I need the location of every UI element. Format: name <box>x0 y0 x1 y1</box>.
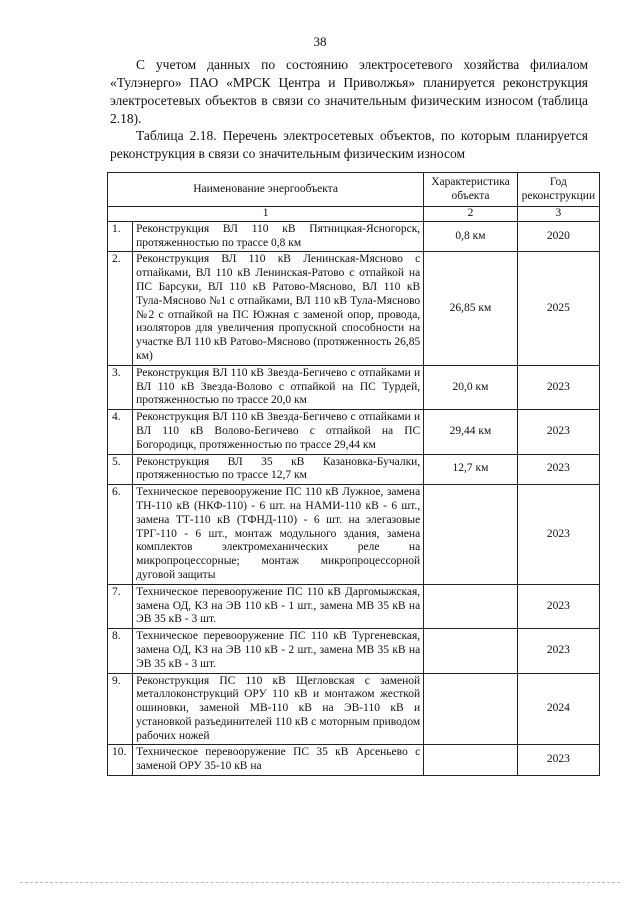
row-characteristic: 0,8 км <box>424 221 518 252</box>
row-name: Техническое перевооружение ПС 110 кВ Тургеневская, замена ОД, КЗ на ЭВ 110 кВ - 2 шт., замена МВ 35 кВ на ЭВ 35 кВ - 3 шт. <box>133 629 424 673</box>
header-name: Наименование энергообъекта <box>108 173 424 207</box>
row-name: Техническое перевооружение ПС 110 кВ Лужное, замена ТН-110 кВ (НКФ-110) - 6 шт. на НАМИ-110 кВ - 6 шт., замена ТТ-110 кВ (ТФНД-110) - 6 шт. на элегазовые ТРГ-110 - 6 шт., монтаж модульного здания, замена комплектов электромеханических реле на микропроцессорные; монтаж микропроцессорной дуговой защиты <box>133 485 424 585</box>
row-year: 2023 <box>517 485 599 585</box>
row-characteristic: 12,7 км <box>424 454 518 485</box>
table-row <box>108 252 600 365</box>
row-characteristic: 20,0 км <box>424 365 518 409</box>
row-year: 2023 <box>517 745 599 776</box>
row-characteristic <box>424 584 518 628</box>
table-row <box>108 410 600 454</box>
table-row <box>108 584 600 628</box>
table-index-row <box>108 207 600 222</box>
reconstruction-table <box>107 172 600 776</box>
row-year: 2025 <box>517 252 599 365</box>
table-header-row <box>108 173 600 207</box>
row-name: Реконструкция ВЛ 110 кВ Пятницкая-Ясногорск, протяженностью по трассе 0,8 км <box>133 221 424 252</box>
row-number: 2. <box>108 252 133 365</box>
row-number: 3. <box>108 365 133 409</box>
row-number: 1. <box>108 221 133 252</box>
footer-divider <box>20 882 620 883</box>
row-name: Техническое перевооружение ПС 110 кВ Даргомыжская, замена ОД, КЗ на ЭВ 110 кВ - 1 шт., замена МВ 35 кВ на ЭВ 35 кВ - 3 шт. <box>133 584 424 628</box>
index-cell: 2 <box>424 207 518 222</box>
table-row <box>108 745 600 776</box>
row-name: Реконструкция ПС 110 кВ Щегловская с заменой металлоконструкций ОРУ 110 кВ и монтажом жесткой ошиновки, заменой МВ-110 кВ на ЭВ-110 кВ и установкой разъединителей 110 кВ с моторным приводом рабочих ножей <box>133 673 424 745</box>
row-year: 2024 <box>517 673 599 745</box>
table-row <box>108 673 600 745</box>
row-characteristic <box>424 485 518 585</box>
row-number: 4. <box>108 410 133 454</box>
row-name: Реконструкция ВЛ 110 кВ Звезда-Бегичево с отпайками и ВЛ 110 кВ Звезда-Волово с отпайкой на ПС Турдей, протяженностью по трассе 20,0 км <box>133 365 424 409</box>
row-number: 7. <box>108 584 133 628</box>
row-year: 2023 <box>517 365 599 409</box>
row-year: 2023 <box>517 629 599 673</box>
intro-paragraph: С учетом данных по состоянию электросетевого хозяйства филиалом «Тулэнерго» ПАО «МРСК Центра и Приволжья» планируется реконструкция электросетевых объектов в связи со значительным физическим износом (таблица 2.18). <box>110 57 588 126</box>
row-characteristic <box>424 629 518 673</box>
header-characteristic: Характеристика объекта <box>424 173 518 207</box>
row-number: 5. <box>108 454 133 485</box>
row-name: Реконструкция ВЛ 110 кВ Звезда-Бегичево с отпайками и ВЛ 110 кВ Волово-Бегичево с отпайкой на ПС Богородицк, протяженностью по трассе 29,44 км <box>133 410 424 454</box>
page-number: 38 <box>313 34 327 49</box>
row-number: 9. <box>108 673 133 745</box>
index-cell: 3 <box>517 207 599 222</box>
table-row <box>108 485 600 585</box>
index-cell: 1 <box>108 207 424 222</box>
row-year: 2023 <box>517 410 599 454</box>
row-characteristic <box>424 745 518 776</box>
row-characteristic: 26,85 км <box>424 252 518 365</box>
row-number: 10. <box>108 745 133 776</box>
row-year: 2020 <box>517 221 599 252</box>
row-characteristic: 29,44 км <box>424 410 518 454</box>
row-name: Реконструкция ВЛ 110 кВ Ленинская-Мясново с отпайками, ВЛ 110 кВ Ленинская-Ратово с отпайкой на ПС Барсуки, ВЛ 110 кВ Ратово-Мясново, ВЛ 110 кВ Тула-Мясново №1 с отпайками, ВЛ 110 кВ Тула-Мясново №2 с отпайкой на ПС Южная с заменой опор, провода, изоляторов для увеличения пропускной способности на участке ВЛ 110 кВ Ратово-Мясново (протяженность 26,85 км) <box>133 252 424 365</box>
row-characteristic <box>424 673 518 745</box>
row-number: 6. <box>108 485 133 585</box>
table-row <box>108 365 600 409</box>
header-year: Год реконструкции <box>517 173 599 207</box>
row-year: 2023 <box>517 454 599 485</box>
table-row <box>108 454 600 485</box>
row-year: 2023 <box>517 584 599 628</box>
row-name: Реконструкция ВЛ 35 кВ Казановка-Бучалки, протяженностью по трассе 12,7 км <box>133 454 424 485</box>
table-caption: Таблица 2.18. Перечень электросетевых объектов, по которым планируется реконструкция в связи со значительным физическим износом <box>110 128 588 161</box>
table-row <box>108 629 600 673</box>
row-name: Техническое перевооружение ПС 35 кВ Арсеньево с заменой ОРУ 35-10 кВ на <box>133 745 424 776</box>
row-number: 8. <box>108 629 133 673</box>
table-row <box>108 221 600 252</box>
